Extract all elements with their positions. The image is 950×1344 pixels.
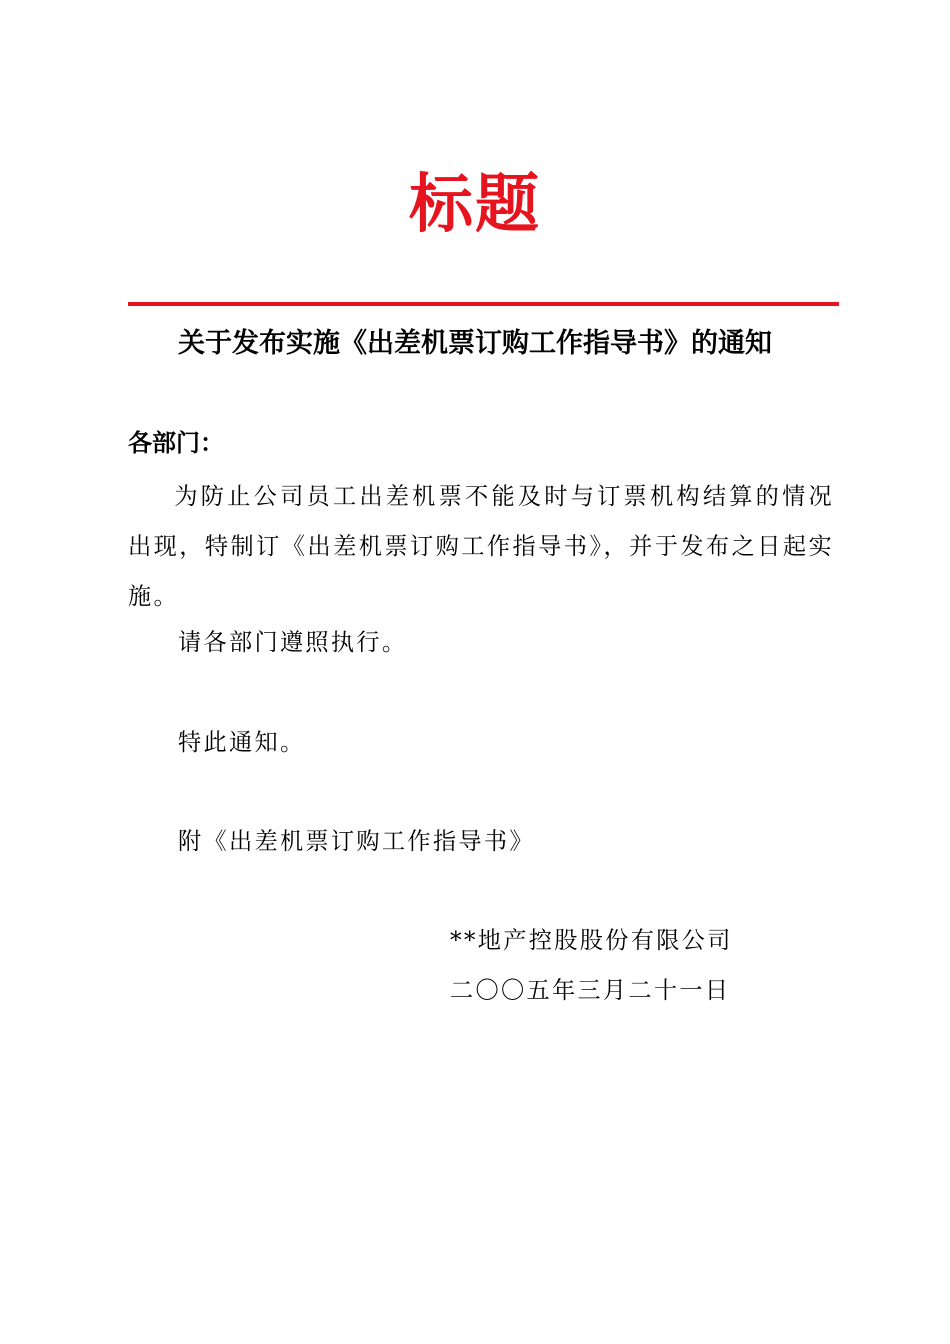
body-paragraph: 为防止公司员工出差机票不能及时与订票机构结算的情况出现，特制订《出差机票订购工作指导书》，并于发布之日起实施。 [128,483,834,610]
attachment-line: 附《出差机票订购工作指导书》 [178,828,535,855]
document-red-title: 标题 [409,167,541,242]
salutation: 各部门： [128,428,224,457]
closing-line: 特此通知。 [178,729,306,756]
compliance-line: 请各部门遵照执行。 [178,629,408,656]
red-divider-rule [128,302,839,306]
notice-subject-heading: 关于发布实施《出差机票订购工作指导书》的通知 [178,328,772,359]
signature-company: **地产控股股份有限公司 [450,927,733,954]
signature-date: 二〇〇五年三月二十一日 [450,977,731,1004]
